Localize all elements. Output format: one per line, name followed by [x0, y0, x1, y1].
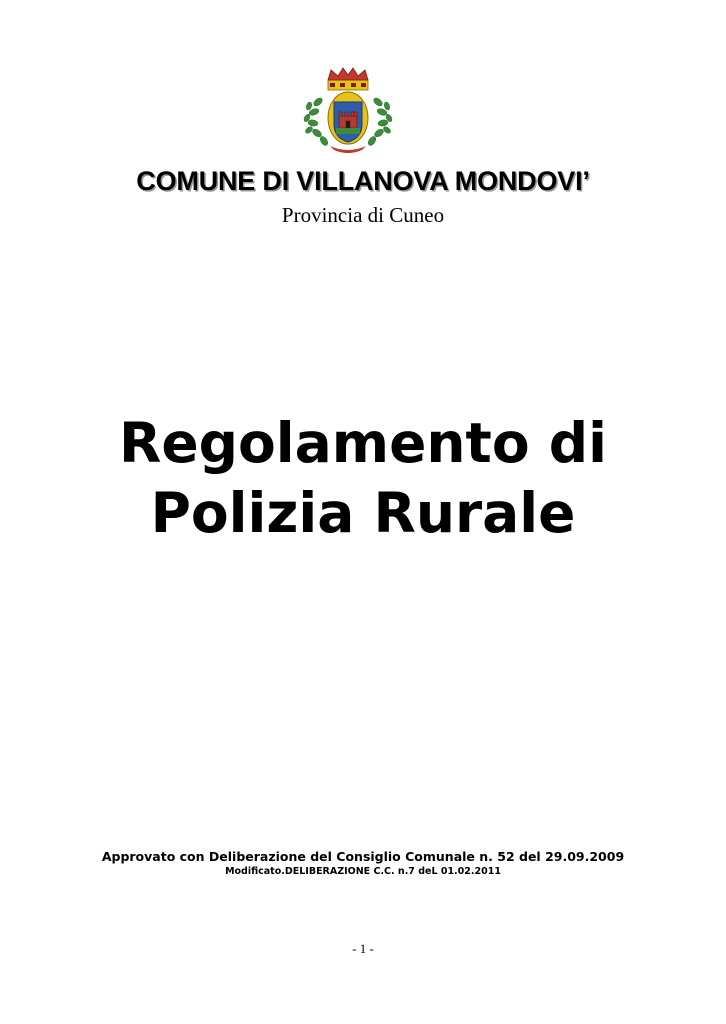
castle-icon: [339, 112, 357, 128]
ribbon-icon: [330, 146, 366, 153]
laurel-right-icon: [367, 96, 393, 146]
laurel-left-icon: [303, 96, 329, 146]
page-number: - 1 -: [352, 941, 374, 956]
municipality-name: COMUNE DI VILLANOVA MONDOVI’: [136, 166, 590, 196]
modification-note: Modificato.DELIBERAZIONE C.C. n.7 deL 01.02.2011: [225, 866, 501, 877]
crown-icon: [328, 68, 368, 90]
approval-note: Approvato con Deliberazione del Consiglio Comunale n. 52 del 29.09.2009: [101, 849, 625, 864]
province-name: Provincia di Cuneo: [281, 203, 445, 227]
municipal-coat-of-arms-icon: [300, 66, 396, 156]
document-title-line-1: Regolamento di: [119, 411, 607, 475]
document-title-line-2: Polizia Rurale: [150, 481, 576, 545]
document-title: [0, 408, 726, 548]
